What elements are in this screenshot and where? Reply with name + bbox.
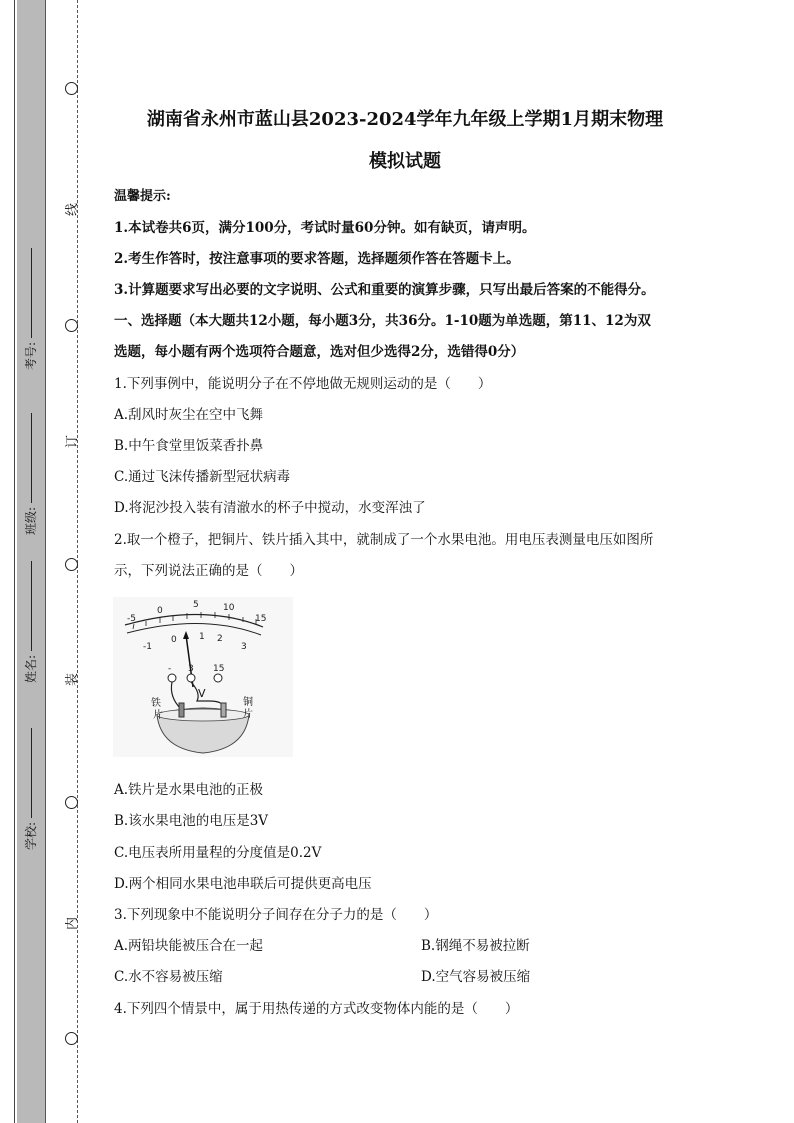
scale-bottom-label: 3 [241, 642, 247, 652]
question-1-stem: 1.下列事例中，能说明分子在不停地做无规则运动的是（ ） [114, 376, 492, 392]
terminal-label: 15 [213, 664, 225, 674]
class-field: 班级: [22, 413, 39, 535]
q1-option-a: A.刮风时灰尘在空中飞舞 [114, 407, 264, 423]
orange-cut-face [157, 709, 249, 721]
fill-in-blank [31, 413, 32, 503]
q3-option-d: D.空气容易被压缩 [421, 969, 531, 985]
binding-word-ding: 订 [65, 434, 81, 449]
scale-bottom-label: 0 [171, 635, 177, 645]
iron-plate [179, 703, 184, 717]
fill-in-blank [31, 248, 32, 338]
question-2-stem-cont: 示，下列说法正确的是（ ） [114, 563, 303, 579]
iron-label: 片 [153, 710, 163, 721]
page-subtitle: 模拟试题 [369, 151, 441, 172]
notice-item: 3.计算题要求写出必要的文字说明、公式和重要的演算步骤，只写出最后答案的不能得分。 [114, 282, 655, 298]
question-4-stem: 4.下列四个情景中，属于用热传递的方式改变物体内能的是（ ） [114, 1001, 519, 1017]
terminal-15v [214, 674, 222, 682]
q3-option-c: C.水不容易被压缩 [114, 969, 223, 985]
page-title: 湖南省永州市蓝山县2023-2024学年九年级上学期1月期末物理 [146, 109, 664, 130]
meter-symbol: V [198, 687, 206, 700]
scale-bottom-label: 2 [217, 634, 223, 644]
terminal-label: - [168, 664, 172, 674]
copper-label: 铜 [243, 697, 253, 708]
school-field: 学校: [22, 728, 39, 850]
section-heading: 一、选择题（本大题共12小题，每小题3分，共36分。1-10题为单选题，第11、12为双 [114, 313, 651, 329]
scale-top-label: -5 [127, 614, 136, 624]
notice-heading: 温馨提示: [114, 189, 171, 204]
q1-option-b: B.中午食堂里饭菜香扑鼻 [114, 438, 264, 454]
exam-number-field: 考号: [22, 248, 39, 370]
binding-hole [65, 82, 78, 95]
question-3-stem: 3.下列现象中不能说明分子间存在分子力的是（ ） [114, 907, 438, 923]
q1-option-d: D.将泥沙投入装有清澈水的杯子中搅动，水变浑浊了 [114, 500, 426, 516]
q3-option-b: B.钢绳不易被拉断 [421, 938, 530, 954]
binding-hole [65, 558, 78, 571]
copper-plate [221, 703, 226, 717]
fill-in-blank [31, 728, 32, 818]
question-2-stem: 2.取一个橙子，把铜片、铁片插入其中，就制成了一个水果电池。用电压表测量电压如图所 [114, 532, 654, 548]
terminal-3v [187, 674, 195, 682]
scale-bottom-label: 1 [199, 632, 205, 642]
q2-option-c: C.电压表所用量程的分度值是0.2V [114, 845, 322, 861]
q3-option-a: A.两铅块能被压合在一起 [114, 938, 264, 954]
voltmeter-figure [113, 597, 293, 757]
scale-top-label: 10 [223, 603, 235, 613]
binding-word-xian: 线 [65, 202, 81, 217]
scale-top-label: 15 [255, 614, 267, 624]
binding-word-zhuang: 装 [65, 672, 81, 687]
margin-border-line [14, 0, 15, 1123]
scale-top-label: 0 [157, 606, 163, 616]
scale-top-label: 5 [193, 600, 199, 610]
section-heading-cont: 选题，每小题有两个选项符合题意，选对但少选得2分，选错得0分） [114, 344, 525, 360]
binding-hole [65, 796, 78, 809]
terminal-negative [168, 674, 176, 682]
scale-bottom-label: -1 [143, 642, 152, 652]
binding-word-nei: 内 [65, 916, 81, 931]
binding-hole [65, 319, 78, 332]
binding-hole [65, 1032, 78, 1045]
q1-option-c: C.通过飞沫传播新型冠状病毒 [114, 469, 291, 485]
q2-option-b: B.该水果电池的电压是3V [114, 813, 269, 829]
fill-in-blank [31, 561, 32, 651]
name-field: 姓名: [22, 561, 39, 683]
copper-label: 片 [243, 709, 253, 720]
iron-label: 铁 [151, 698, 161, 709]
q2-option-a: A.铁片是水果电池的正极 [114, 782, 264, 798]
q2-option-d: D.两个相同水果电池串联后可提供更高电压 [114, 876, 372, 892]
notice-item: 2.考生作答时，按注意事项的要求答题，选择题须作答在答题卡上。 [114, 251, 520, 267]
terminal-label: 3 [188, 664, 194, 674]
notice-item: 1.本试卷共6页，满分100分，考试时量60分钟。如有缺页，请声明。 [114, 220, 536, 236]
